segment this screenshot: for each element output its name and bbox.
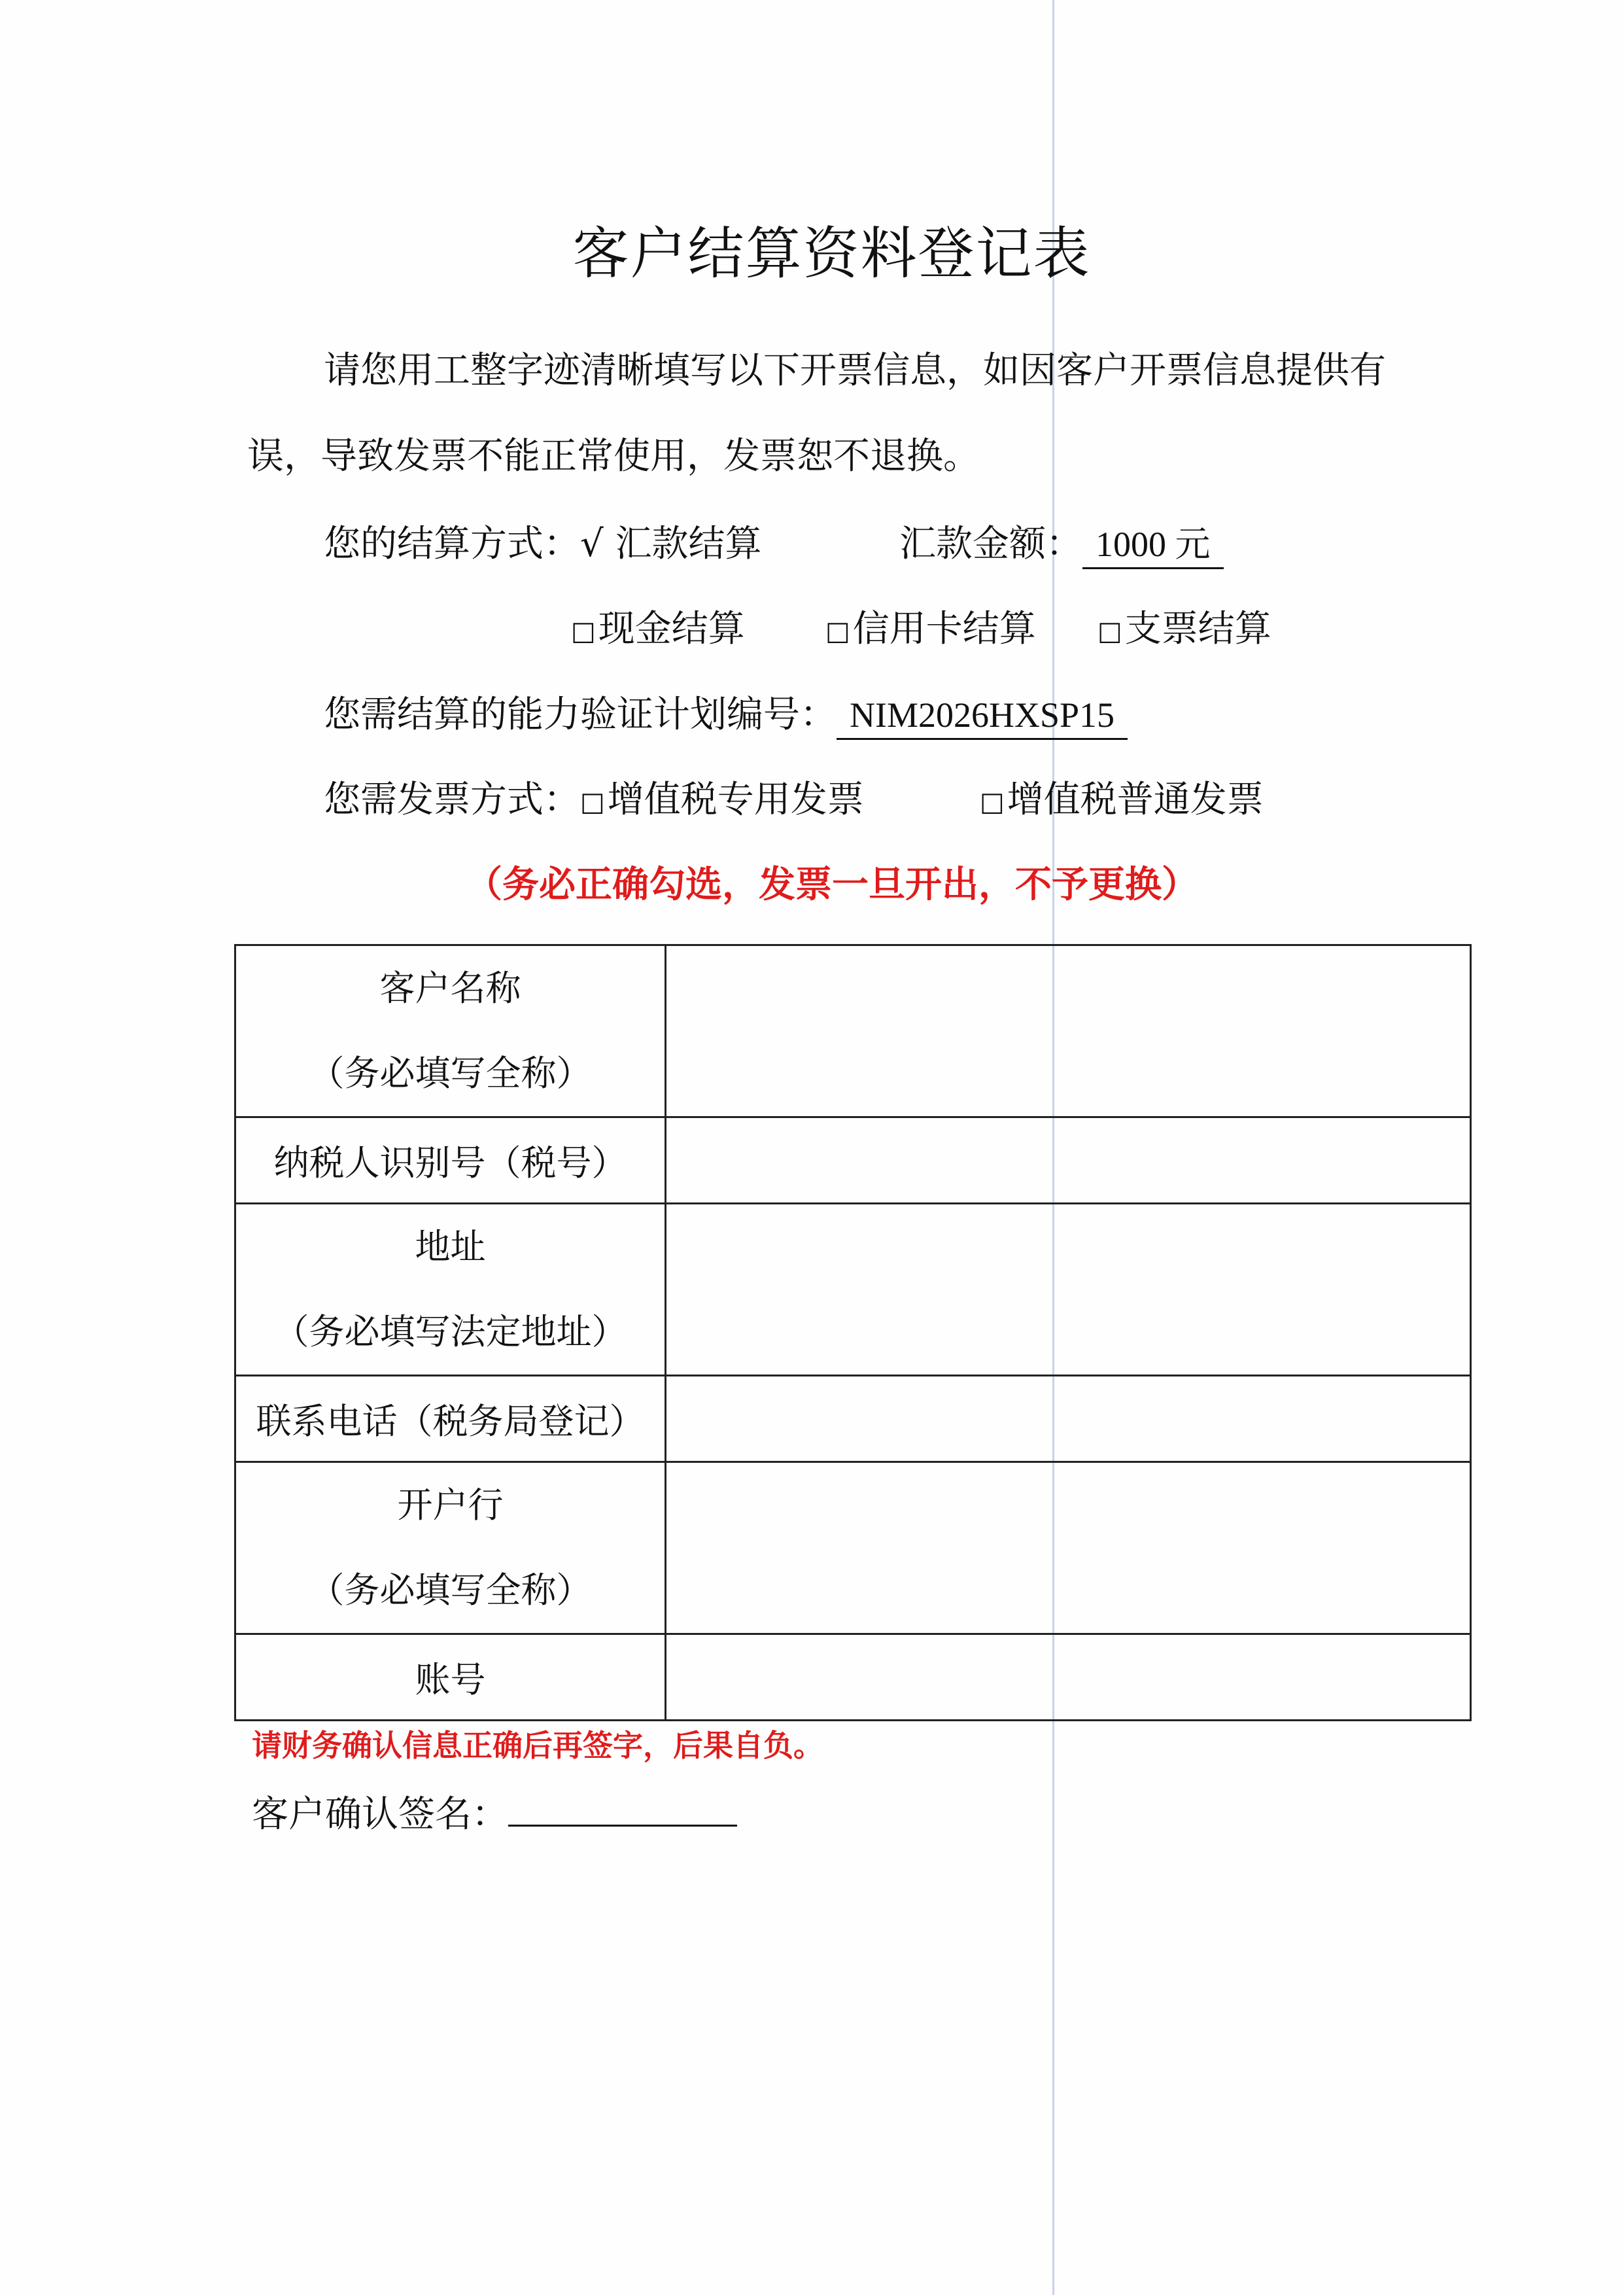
row-sublabel: （务必填写全称） <box>309 1053 592 1094</box>
plan-number[interactable]: NIM2026HXSP15 <box>837 692 1128 740</box>
row-label: 纳税人识别号（税号） <box>273 1142 627 1183</box>
option-label: 支票结算 <box>1124 608 1271 650</box>
intro-line-2: 误，导致发票不能正常使用，发票恕不退换。 <box>247 435 980 478</box>
row-label: 账号 <box>415 1659 486 1700</box>
table-row <box>235 1376 1471 1462</box>
form-title: 客户结算资料登记表 <box>572 221 1091 287</box>
table-row <box>235 1462 1471 1634</box>
settlement-option-credit-card[interactable] <box>825 606 1036 654</box>
checkbox-icon[interactable]: □ <box>825 616 850 646</box>
warning-bottom: 请财务确认信息正确后再签字，后果自负。 <box>252 1728 823 1763</box>
plan-row <box>324 692 1128 740</box>
table-row <box>235 945 1471 1117</box>
amount-row <box>899 521 1224 569</box>
invoice-option-special[interactable]: 增值税专用发票 <box>607 779 864 821</box>
row-label: 开户行 <box>397 1484 504 1526</box>
table-row <box>235 1634 1471 1721</box>
checkbox-icon[interactable]: □ <box>580 786 605 817</box>
row-sublabel: （务必填写全称） <box>309 1569 592 1611</box>
signature-field[interactable] <box>508 1788 737 1827</box>
option-label: 现金结算 <box>598 608 745 650</box>
info-table <box>234 944 1472 1721</box>
checkbox-icon[interactable]: □ <box>1097 616 1122 646</box>
settlement-option-cash[interactable] <box>571 606 745 654</box>
customer-name-field[interactable] <box>666 945 1471 1117</box>
table-label-cell <box>235 1376 666 1462</box>
row-sublabel: （务必填写法定地址） <box>273 1311 627 1352</box>
signature-row <box>252 1788 737 1838</box>
warning-top: （务必正确勾选，发票一旦开出，不予更换） <box>466 864 1198 906</box>
option-label: 信用卡结算 <box>852 608 1036 650</box>
row-label: 地址 <box>415 1226 486 1267</box>
settlement-option-check[interactable] <box>1097 606 1271 654</box>
bank-field[interactable] <box>666 1462 1471 1634</box>
settlement-label: 您的结算方式： <box>324 523 580 565</box>
tax-id-field[interactable] <box>666 1117 1471 1204</box>
table-label-cell <box>235 1204 666 1376</box>
row-label: 联系电话（税务局登记） <box>256 1401 645 1442</box>
address-field[interactable] <box>666 1204 1471 1376</box>
plan-label: 您需结算的能力验证计划编号： <box>324 693 837 736</box>
account-number-field[interactable] <box>666 1634 1471 1721</box>
settlement-row <box>324 521 761 567</box>
signature-label: 客户确认签名： <box>252 1793 508 1836</box>
phone-field[interactable] <box>666 1376 1471 1462</box>
settlement-selected-option[interactable]: √ 汇款结算 <box>580 523 762 565</box>
table-row <box>235 1204 1471 1376</box>
invoice-option-general: 增值税普通发票 <box>1007 779 1264 821</box>
table-label-cell <box>235 945 666 1117</box>
intro-line-1: 请您用工整字迹清晰填写以下开票信息，如因客户开票信息提供有 <box>324 349 1386 392</box>
table-label-cell <box>235 1117 666 1204</box>
invoice-label: 您需发票方式： <box>324 779 580 821</box>
table-label-cell <box>235 1634 666 1721</box>
checkbox-icon[interactable]: □ <box>980 786 1005 817</box>
amount-value[interactable]: 1000 元 <box>1082 521 1224 569</box>
amount-label: 汇款金额： <box>899 523 1082 565</box>
table-label-cell <box>235 1462 666 1634</box>
invoice-row <box>324 777 864 825</box>
invoice-option-general-row[interactable] <box>980 777 1264 825</box>
table-row <box>235 1117 1471 1204</box>
checkbox-icon[interactable]: □ <box>571 616 596 646</box>
row-label: 客户名称 <box>379 968 521 1009</box>
